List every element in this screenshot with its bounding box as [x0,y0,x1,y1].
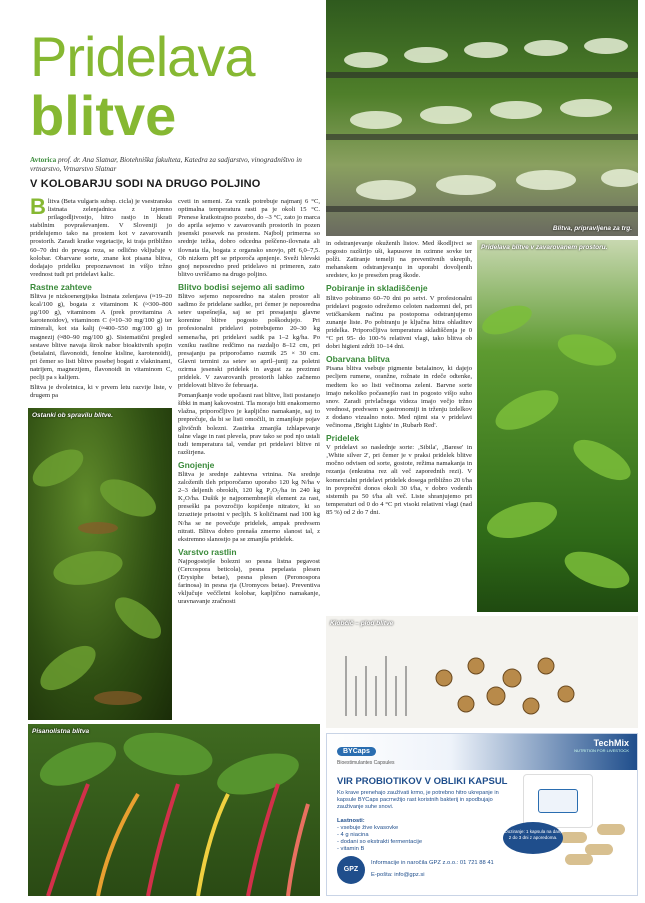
author-text: prof. dr. Ana Slatnar, Biotehniška fakulteta, Katedra za sadjarstvo, vinogradništvo in vrtnarstvo, Vrtnarstvo Slatnar [30,156,302,173]
brand-logo: BYCaps [337,747,376,756]
paragraph: in odstranjevanje okuženih listov. Med škodljivci se pogosto razširijo uši, kapusove in ozimne sovke ter polži. Zatiranje temelji na preventivnih ukrepih, mehanskem odstranjevanju in uporabi dovoljenih sredstev, ko je presežen prag škode. [326,240,472,280]
capsules-icon [555,816,631,874]
section-heading: Gnojenje [178,459,215,470]
greenhouse-photo [477,240,638,612]
section-heading: Pridelek [326,433,360,444]
harvest-remnants-photo [28,408,172,720]
paragraph: cveti in semeni. Za vznik potrebuje najmanj 6 °C, optimalna temperatura rasti pa je okoli 15 °C. Prenese kratkotrajno pozebo, do –3 °C, zato jo marca do aprila sejemo v zavarovanih prostorih in pozen jesenski posevek na prostem. Najbolj primerna so srednje težka, dobro odcedna peščeno-ilovnata ali ilovnata tla, bogata z organsko snovjo, pH 6,0–7,5. Ob nizkem pH se priporoča apnjenje. Sveži hlevski gnoj neposredno pred pridelavo ni primeren, zato blitvo uvrščamo na drugo poljino. [178,198,320,278]
property-item: - dodani so ekstrakti fermentacije [337,839,423,845]
section-heading: Blitvo bodisi sejemo ali sadimo [178,281,305,292]
property-item: - vitamin B [337,846,365,852]
seeds-illustration [326,616,638,728]
ad-brand-block [337,740,395,766]
photo-caption: Blitva, pripravljena za trg. [552,225,632,232]
section-heading: Rastne zahteve [30,281,92,292]
paragraph: Blitva je srednje zahtevna vrtnina. Na srednje založenih tleh priporočamo uporabo 120 kg N/ha v 2–3 deljenih obrokih, 120 kg P₂O₅/ha in 240 kg K₂O/ha. Dušik je najpomembnejši element za rast, preseški pa povzročijo kopičenje nitratov, ki so izraziteje prisotni v pecljih. S količinami nad 100 kg N/ha se ne povečuje pridelek, ampak predvsem nitrati. Blitva dobro prenaša zmerno slanost tal, z ekstremno slanostjo pa se zmanjša pridelek. [178,471,320,543]
ad-email[interactable]: E-pošta: info@gpz.si [371,872,425,878]
column-1 [30,198,172,404]
column-2 [178,198,320,720]
techmix-logo [574,738,629,753]
paragraph: V pridelavi so naslednje sorte: ‚Sibila', ‚Barese' in ‚White silver 2', pri čemer je v praksi pridelek blitve močno odvisen od sorte, gostote, režima namakanja in rezanja (enkratna rez ali več zaporednih rezi). V komercialni pridelavi pridelek dosega približno 20 t/ha in povprečni donos okoli 30 t/ha, v dobro vodenih sistemih pa 50 t/ha ali več. Liste shranjujemo pri temperaturi od 0 do 4 °C pri visoki relativni vlagi (nad 85 %) od 2 do 7 dni. [326,444,472,516]
author-label: Avtorica [30,156,57,164]
market-photo [326,0,638,236]
section-heading: Varstvo rastlin [178,546,237,557]
properties-label: Lastnosti: [337,818,365,824]
photo-caption: Ostanki ob spravilu blitve. [32,412,113,419]
photo-caption: Pisanolistna blitva [32,728,90,735]
paragraph: Najpogostejše bolezni so pesna listna pegavost (Cercospora beticola), pesna pepelasta plesen (Erysiphe betae), pesna plesen (Peronospora farinosa) in pesna rja (Uromyces betae). Preventiva vključuje veččletni kolobar, kapljično namakanje, uravnavanje zračnosti [178,557,320,606]
chard-illustration [28,724,320,896]
column-3 [326,240,472,612]
title-line1: Pridelava [30,25,255,88]
seeds-photo [326,616,638,728]
leaves-illustration [28,408,172,720]
property-item: - 4 g niacina [337,832,369,838]
crates-illustration [326,0,638,236]
techmix-subtitle: NUTRITION FOR LIVESTOCK [574,748,629,753]
dosage-badge: Doziranje: 1 kapsula na dan, 2 do 3 dni z aporedoma. [503,822,563,854]
gpz-badge: GPZ [337,856,365,884]
drop-cap: B [30,198,46,219]
rainbow-chard-photo [28,724,320,896]
photo-caption: Pridelava blitve v zavarovanem prostoru. [481,244,608,251]
techmix-name: TechMix [593,738,629,748]
advertisement[interactable] [326,733,638,896]
paragraph: Blitvo sejemo neposredno na stalen prostor ali sadimo že pridelane sadike, pri čemer je neposredna setev uspešnejša, saj se pri presajanju glavne koreninе blitve pogosto poškodujejo. Pri profesionalni pridelavi potrebujemo 20–30 kg semena/ha, pri pridelavi sadik pa 1–2 kg/ha. Po vzniku rastline redčimo na razdaljo 8–12 cm, pri presajanju pa priporočamo razmik 25 × 30 cm. Glavni termini za setev so april–junij za poletni ozirma jesenski pridelek in avgust za prezimni pridelek. V zavarovanih prostorih lahko začnemo pridelovati blitvo že februarja. [178,293,320,390]
title-line2: blitve [30,84,177,147]
paragraph: Blitva je dvoletnica, ki v prvem letu razvije liste, v drugem pa [30,384,172,400]
intro-paragraph: litva (Beta vulgaris subsp. cicla) je vsestranska listnata zelenjadnica z izjemno prilagodljivostjo, hitro rastjo in hkrati stabilnim povpraševanjem. V Sloveniji jo pridelujemo tako na prostem kot v zavarovanih prostorih. Zaradi kratke vegetacije, ki traja približno 60–70 dni do prvega reza, se odlično vključuje v kolobar. Obarvane sorte, znane kot pisana blitva, dodajajo pridelku prepoznavnost in višjo tržno vrednost tudi pri pridelavi kalic. [30,198,172,278]
ad-headline: VIR PROBIOTIKOV V OBLIKI KAPSUL [337,776,508,787]
ad-contact[interactable]: Informacije in naročila GPZ z.o.o.: 01 721 88 41 [371,860,494,866]
section-heading: Pobiranje in skladiščenje [326,283,428,294]
brand-subtitle: Bioestimulantes Capsules [337,760,395,766]
ad-properties [337,818,422,853]
photo-caption: Klobčič – plod blitve [330,620,394,627]
paragraph: Pisana blitva vsebuje pigmente betalainov, ki dajejo pecljem rumene, oranžne, rožnate in rdeče odtenke, medtem ko so listi večinoma zeleni. Barvne sorte imajo nekoliko počasnejšo rast in pogosto višjo suho snov. Zaradi privlačnega videza imajo večjo tržno vrednost, predvsem v gastronomiji in trženju izdelkov z dodano vizualno noto. Med njimi sta v pridelavi večinoma ‚Bright Lights' in ‚Rubarb Red'. [326,365,472,429]
ad-body: Ko krave prenehajo zaužívati krmo, je potrebno hitro ukrepanje in kapsule BYCaps pacrnežijo rast koristnih bakterij in spodbujajo zauživanje suhe snovi. [337,790,499,810]
property-item: - vsebuje žive kvasovke [337,825,399,831]
bucket-label-icon [538,789,578,813]
greenhouse-illustration [477,240,638,612]
author-line [30,156,320,174]
paragraph: Blitvo pobiramo 60–70 dni po setvi. V profesionalni pridelavi pogosto odrežemo celoten nadzemni del, pri vrtičkarskem načinu pa postopoma odstranjujemo zunanje liste. Po pobiranju je ključna hitra ohladitev pridelka. Priporočljiva temperatura skladiščenja je 0 °C pri 95- do 100-% relativni vlagi, tako blitva ob dobri higieni zdrži 10–14 dni. [326,294,472,351]
paragraph: Pomanjkanje vode upočasni rast blitve, listi postanejo šibki in manj kakovostni. Tla morajo biti enakomerno vlažna, priporočljivo je kapljično namakanje, saj to preprečuje, da bi se listi omočili, in zmanjšuje pojav glivičnih bolezni. Zastirka zmanjša izhlapevanje talne vlage in rast plevela, prav tako se pod njo ustali tudi temperatura tal, vendar pri pridelavi blitve ni razširjena. [178,392,320,456]
subtitle: V KOLOBARJU SODI NA DRUGO POLJINO [30,178,261,190]
paragraph: Blitva je nizkoenergijska listnata zelenjava (≈19–20 kcal/100 g), bogata z vitaminom K (≈300–800 µg/100 g), vitaminom A (prek provitamina A karotenoidov), vitaminom C (≈10–30 mg/100 g) ter minerali, kot sta kalij (≈400–550 mg/100 g) in magnezij (≈80–90 mg/100 g). Sistematični pregled sestave blitve navaja širok nabor bioaktivnih spojin (betalaini, flavonoidi, fenolne kisline, karotenoidi), pri čemer so listi blitve posebej bogati z vlakninami, natrijem, magnezijem, flavonoidi in vitaminom C, peclji pa s kalijem. [30,293,172,381]
section-heading: Obarvana blitva [326,354,390,365]
